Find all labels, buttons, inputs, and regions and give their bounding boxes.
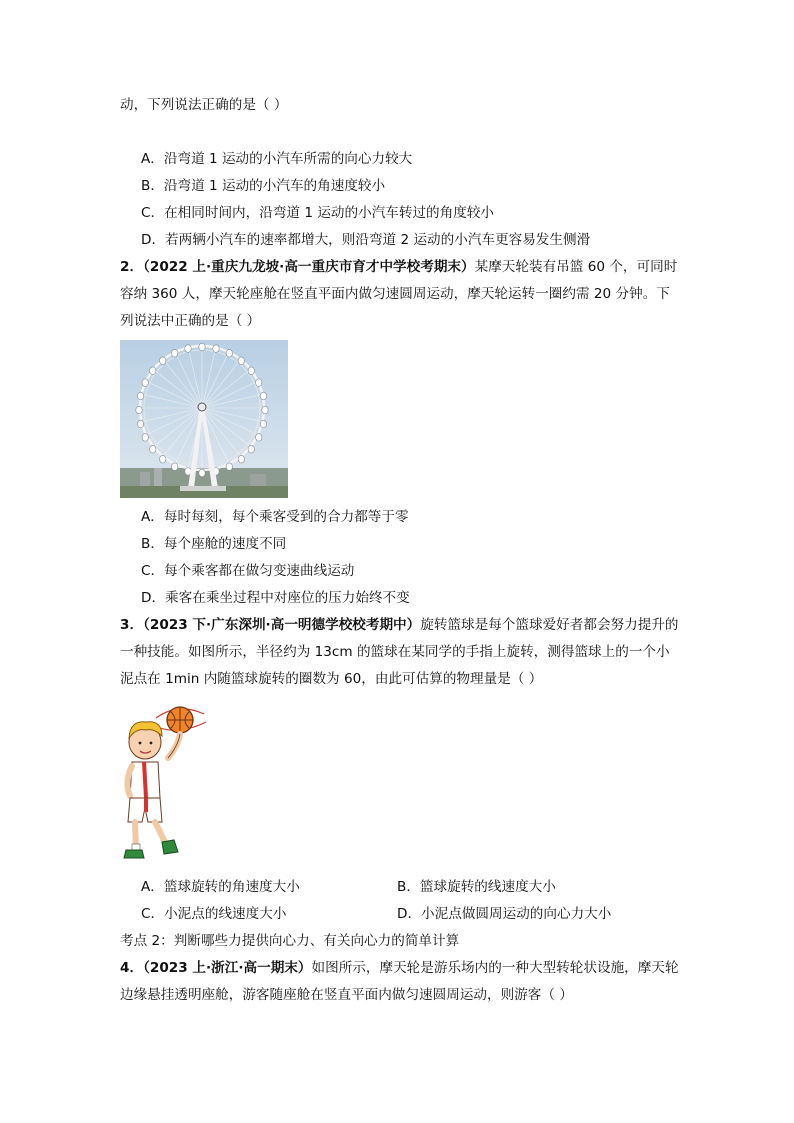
q3-option-c: C．小泥点的线速度大小 [141,906,287,922]
wheel-capsule [136,406,142,414]
ferris-wheel-photo [120,340,288,498]
wheel-capsule [199,343,205,351]
q4-stem-line2: 边缘悬挂透明座舱，游客随座舱在竖直平面内做匀速圆周运动，则游客（ ） [120,987,573,1003]
q3-option-b: B．篮球旋转的线速度大小 [397,879,556,895]
wheel-capsule [213,345,219,353]
wheel-capsule [199,469,205,477]
wheel-capsule [150,445,156,453]
wheel-capsule [256,379,262,387]
wheel-capsule [226,463,232,471]
q2-option-a: A．每时每刻，每个乘客受到的合力都等于零 [141,509,409,525]
wheel-capsule [262,406,268,414]
q1-option-c: C．在相同时间内，沿弯道 1 运动的小汽车转过的角度较小 [141,205,495,221]
q2-number: 2． [120,259,144,275]
q3-text-1: 旋转篮球是每个篮球爱好者都会努力提升的 [420,617,679,633]
wheel-capsule [248,445,254,453]
q3-stem-line3: 泥点在 1min 内随篮球旋转的圈数为 60，由此可估算的物理量是（ ） [120,671,543,687]
basketball-boy-illustration [118,700,214,865]
wheel-capsule [238,455,244,463]
topic-heading: 考点 2：判断哪些力提供向心力、有关向心力的简单计算 [120,933,460,949]
q1-stem-tail: 动，下列说法正确的是（ ） [120,97,288,113]
q2-text-1: 某摩天轮装有吊篮 60 个，可同时 [474,259,678,275]
wheel-capsule [142,379,148,387]
wheel-capsule [137,392,143,400]
q4-number: 4． [120,960,144,976]
q3-option-a: A．篮球旋转的角速度大小 [141,879,300,895]
q2-stem-line2: 容纳 360 人，摩天轮座舱在竖直平面内做匀速圆周运动，摩天轮运转一圈约需 20 分钟。下 [120,286,670,302]
q3-number: 3． [120,617,144,633]
q2-option-b: B．每个座舱的速度不同 [141,536,287,552]
q3-option-d: D．小泥点做圆周运动的向心力大小 [397,906,612,922]
q2-stem-line1 [120,257,677,277]
wheel-capsule [171,463,177,471]
q3-source: （2023 下·广东深圳·高一明德学校校考期中） [143,617,421,633]
q1-option-d: D．若两辆小汽车的速率都增大，则沿弯道 2 运动的小汽车更容易发生侧滑 [141,232,591,248]
wheel-capsule [238,357,244,365]
wheel-capsule [260,392,266,400]
q4-text-1: 如图所示，摩天轮是游乐场内的一种大型转轮状设施，摩天轮 [311,960,679,976]
wheel-capsule [160,357,166,365]
wheel-capsule [256,434,262,442]
wheel-capsule [150,367,156,375]
wheel-capsule [171,349,177,357]
q4-source: （2023 上·浙江·高一期末） [143,960,312,976]
q1-option-a: A．沿弯道 1 运动的小汽车所需的向心力较大 [141,151,413,167]
wheel-capsule [160,455,166,463]
q3-stem-line2: 一种技能。如图所示，半径约为 13cm 的篮球在某同学的手指上旋转，测得篮球上的一个小 [120,644,670,660]
wheel-capsule [185,345,191,353]
wheel-capsule [260,420,266,428]
wheel-capsule [248,367,254,375]
q2-stem-line3: 列说法中正确的是（ ） [120,313,261,329]
q2-source: （2022 上·重庆九龙坡·高一重庆市育才中学校考期末） [143,259,475,275]
q2-option-c: C．每个乘客都在做匀变速曲线运动 [141,563,355,579]
q1-option-b: B．沿弯道 1 运动的小汽车的角速度较小 [141,178,386,194]
wheel-capsule [137,420,143,428]
q3-stem-line1 [120,615,679,635]
wheel-capsule [142,434,148,442]
q2-option-d: D．乘客在乘坐过程中对座位的压力始终不变 [141,590,410,606]
q4-stem-line1 [120,958,679,978]
wheel-capsule [226,349,232,357]
